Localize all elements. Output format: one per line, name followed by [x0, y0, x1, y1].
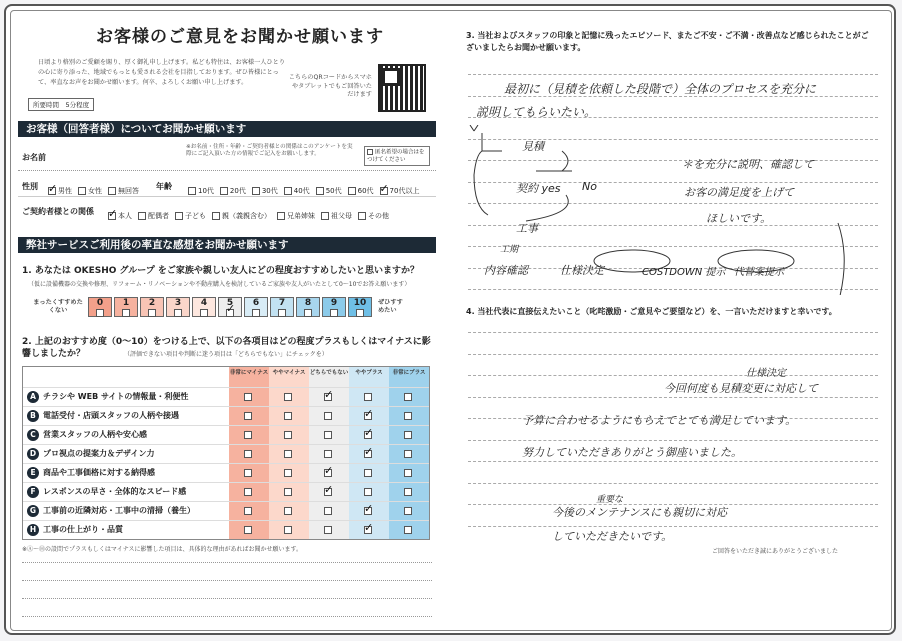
rating-checkbox[interactable] — [244, 450, 252, 458]
scale-option[interactable] — [244, 297, 268, 317]
scale-number: 2 — [148, 298, 156, 308]
rating-checkbox[interactable] — [244, 507, 252, 515]
item-badge: D — [27, 448, 39, 460]
age-option-label: 50代 — [325, 186, 342, 195]
age-checkbox[interactable] — [316, 187, 324, 195]
respondent-section-header: お客様（回答者様）についてお聞かせ願います — [18, 121, 436, 137]
age-checkbox[interactable] — [380, 187, 388, 195]
q3-title: 3. 当社およびスタッフの印象と記憶に残ったエピソード、またご不安・ご不満・改善点など感じられたことがございましたらお聞かせ願います。 — [466, 31, 869, 52]
rating-column-header: 非常にプラス — [389, 367, 429, 387]
item-label: 営業スタッフの人柄や安心感 — [43, 430, 147, 439]
rating-checkbox[interactable] — [324, 488, 332, 496]
age-option-label: 30代 — [261, 186, 278, 195]
rating-checkbox[interactable] — [404, 526, 412, 534]
star-mark — [470, 125, 478, 131]
age-option-label: 70代以上 — [389, 186, 420, 195]
gender-option-label: 男性 — [58, 186, 72, 195]
relation-checkbox[interactable] — [321, 212, 329, 220]
rating-checkbox[interactable] — [324, 450, 332, 458]
relation-checkbox[interactable] — [358, 212, 366, 220]
answer-line[interactable] — [468, 483, 878, 484]
rating-row — [23, 425, 429, 445]
intro-text: 日頃より格別のご愛顧を賜り、厚く御礼申し上げます。私ども特住は、お客様一人ひとりの心に寄り添った、地域でもっとも愛される会社を目指しております。ぜひ皆様にとって、率直なお声をお聞かせ願います。何卒、よろしくお願い申し上げます。 — [38, 59, 286, 86]
rating-row — [23, 501, 429, 521]
item-label: 商品や工事価格に対する納得感 — [43, 468, 155, 477]
scale-checkbox[interactable] — [174, 309, 182, 317]
age-label: 年齢 — [156, 182, 172, 191]
flow-costdown: COSTDOWN 提示 — [642, 267, 726, 278]
scale-checkbox[interactable] — [96, 309, 104, 317]
rating-row — [23, 463, 429, 483]
answer-line[interactable] — [468, 440, 878, 441]
relation-option-label: 子ども — [185, 211, 206, 220]
flow-construction: 工事 — [516, 222, 538, 235]
q3-hand-right3: ほしいです。 — [706, 212, 772, 225]
anonymous-checkbox-box[interactable] — [364, 146, 430, 166]
q4-hand-line2: 予算に合わせるようにもらえてとても満足しています。 — [522, 414, 797, 427]
service-section-header: 弊社サービスご利用後の率直な感想をお聞かせ願います — [18, 237, 436, 253]
scale-number: 6 — [252, 298, 260, 308]
item-badge: B — [27, 410, 39, 422]
scale-checkbox[interactable] — [252, 309, 260, 317]
name-line — [18, 170, 436, 172]
rating-checkbox[interactable] — [244, 393, 252, 401]
rating-checkbox[interactable] — [404, 488, 412, 496]
answer-line[interactable] — [468, 461, 878, 462]
age-option-label: 20代 — [229, 186, 246, 195]
items-note: ※Ⓐ〜Ⓗの設問でプラスもしくはマイナスに影響した項目は、具体的な理由があればお聞かせ願います。 — [22, 546, 303, 553]
rating-checkbox[interactable] — [404, 393, 412, 401]
rating-checkbox[interactable] — [364, 412, 372, 420]
rating-checkbox[interactable] — [284, 488, 292, 496]
item-badge: H — [27, 524, 39, 536]
flow-alternative: 代替案提示 — [734, 267, 784, 278]
thanks-text: ご回答をいただき誠にありがとうございました — [712, 548, 839, 555]
answer-line[interactable] — [22, 580, 432, 581]
scale-number: 1 — [122, 298, 130, 308]
recommend-scale — [88, 297, 374, 317]
scale-low-label: まったくすすめたくない — [33, 299, 83, 314]
rating-checkbox[interactable] — [364, 526, 372, 534]
relation-options — [108, 205, 395, 224]
relation-checkbox[interactable] — [212, 212, 220, 220]
rating-checkbox[interactable] — [364, 393, 372, 401]
scale-checkbox[interactable] — [304, 309, 312, 317]
rating-checkbox[interactable] — [284, 431, 292, 439]
q4-hand-line4: 今後のメンテナンスにも親切に対応 — [552, 506, 728, 519]
scale-checkbox[interactable] — [200, 309, 208, 317]
age-option-label: 10代 — [198, 186, 214, 195]
age-checkbox[interactable] — [348, 187, 356, 195]
scale-number: 3 — [174, 298, 182, 308]
relation-option-label: その他 — [368, 211, 389, 220]
item-badge: G — [27, 505, 39, 517]
rating-checkbox[interactable] — [284, 469, 292, 477]
rating-row — [23, 444, 429, 464]
relation-option-label: 祖父母 — [331, 211, 352, 220]
answer-line[interactable] — [22, 616, 432, 617]
relation-option-label: 親（義親含む） — [222, 211, 271, 220]
survey-title: お客様のご意見をお聞かせ願います — [96, 27, 384, 47]
divider — [18, 196, 436, 197]
q2-title: 2. 上記のおすすめ度（0〜10）をつける上で、以下の各項目はどの程度プラスもしくはマイナスに影響しましたか？ — [22, 337, 431, 359]
rating-checkbox[interactable] — [404, 412, 412, 420]
scale-checkbox[interactable] — [278, 309, 286, 317]
q2-subtitle: （評価できない項目や判断に迷う項目は「どちらでもない」にチェックを） — [124, 351, 328, 358]
rating-checkbox[interactable] — [324, 469, 332, 477]
age-checkbox[interactable] — [220, 187, 228, 195]
scale-high-label: ぜひすすめたい — [378, 299, 403, 314]
rating-row — [23, 387, 429, 407]
scale-number: 10 — [353, 298, 367, 308]
gender-checkbox[interactable] — [48, 187, 56, 195]
scale-option[interactable] — [88, 297, 112, 317]
age-checkbox[interactable] — [284, 187, 292, 195]
rating-checkbox[interactable] — [284, 412, 292, 420]
item-badge: C — [27, 429, 39, 441]
scale-checkbox[interactable] — [330, 309, 338, 317]
scale-number: 9 — [330, 298, 338, 308]
rating-table — [22, 366, 430, 540]
answer-line[interactable] — [468, 354, 878, 355]
answer-line[interactable] — [468, 397, 878, 398]
answer-line[interactable] — [468, 332, 878, 333]
relation-checkbox[interactable] — [108, 212, 116, 220]
q3-hand-right2: お客の満足度を上げて — [684, 186, 794, 199]
q1-title: 1. あなたは OKESHO グループ をご家族や親しい友人にどの程度おすすめしたいと思いますか？ — [22, 266, 420, 276]
rating-checkbox[interactable] — [244, 431, 252, 439]
gender-option-label: 女性 — [88, 186, 102, 195]
item-label: 電話受付・店頭スタッフの人柄や接遇 — [43, 411, 179, 420]
item-label: 工事前の近隣対応・工事中の清掃（養生） — [43, 506, 195, 515]
flow-no: No — [582, 180, 597, 193]
item-badge: F — [27, 486, 39, 498]
rating-checkbox[interactable] — [324, 393, 332, 401]
relation-option-label: 配偶者 — [148, 211, 169, 220]
age-checkbox[interactable] — [252, 187, 260, 195]
scale-number: 8 — [304, 298, 312, 308]
item-label: レスポンスの早さ・全体的なスピード感 — [43, 487, 187, 496]
q4-hand-line5: していただきたいです。 — [552, 530, 673, 543]
item-label: チラシや WEB サイトの情報量・利便性 — [43, 392, 189, 401]
rating-checkbox[interactable] — [324, 431, 332, 439]
qr-description: こちらのQRコードからスマホやタブレットでもご回答いただけます — [288, 74, 372, 98]
relation-label: ご契約者様との関係 — [22, 207, 94, 216]
rating-checkbox[interactable] — [244, 526, 252, 534]
rating-checkbox[interactable] — [284, 450, 292, 458]
scale-option[interactable] — [270, 297, 294, 317]
age-option-label: 60代 — [357, 186, 374, 195]
scale-number: 7 — [278, 298, 286, 308]
q4-hand-addition2: 重要な — [596, 495, 624, 505]
rating-checkbox[interactable] — [324, 412, 332, 420]
gender-option-label: 無回答 — [118, 186, 139, 195]
scale-option[interactable] — [192, 297, 216, 317]
rating-checkbox[interactable] — [324, 507, 332, 515]
time-estimate: 所要時間 5分程度 — [28, 98, 94, 111]
scale-number: 4 — [200, 298, 208, 308]
rating-checkbox[interactable] — [364, 507, 372, 515]
flow-spec-decision: 仕様決定 — [560, 264, 604, 277]
scale-checkbox[interactable] — [122, 309, 130, 317]
rating-column-header: どちらでもない — [309, 367, 349, 387]
flow-schedule: 工期 — [500, 245, 519, 255]
q4-hand-line3: 努力していただきありがとう御座いました。 — [522, 446, 742, 459]
rating-checkbox[interactable] — [324, 526, 332, 534]
rating-checkbox[interactable] — [244, 469, 252, 477]
relation-option-label: 本人 — [118, 211, 132, 220]
name-note: ※お名前・住所・年齢・ご契約者様との関係はこのアンケートを実際にご記入頂いた方の情報でご記入をお願いします。 — [186, 144, 353, 157]
scale-option[interactable] — [296, 297, 320, 317]
anonymous-label: 匿名希望の場合はをつけてください — [367, 149, 425, 163]
gender-checkbox[interactable] — [78, 187, 86, 195]
item-badge: A — [27, 391, 39, 403]
relation-checkbox[interactable] — [138, 212, 146, 220]
rating-row — [23, 482, 429, 502]
q4-title: 4. 当社代表に直接伝えたいこと（叱咤激励・ご意見やご要望など）を、一言いただけますと幸いです。 — [466, 307, 837, 316]
rating-checkbox[interactable] — [364, 450, 372, 458]
scale-option[interactable] — [166, 297, 190, 317]
age-checkbox[interactable] — [188, 187, 196, 195]
flow-quote: 見積 — [522, 140, 544, 153]
rating-column-header: 非常にマイナス — [229, 367, 269, 387]
answer-line[interactable] — [468, 375, 878, 376]
rating-checkbox[interactable] — [364, 488, 372, 496]
rating-checkbox[interactable] — [284, 393, 292, 401]
rating-column-header: ややプラス — [349, 367, 389, 387]
gender-checkbox[interactable] — [108, 187, 116, 195]
rating-checkbox[interactable] — [404, 469, 412, 477]
scale-option[interactable] — [322, 297, 346, 317]
flow-contract: 契約 yes — [516, 182, 561, 195]
answer-line[interactable] — [22, 598, 432, 599]
scale-checkbox[interactable] — [148, 309, 156, 317]
rating-checkbox[interactable] — [284, 507, 292, 515]
q3-hand-line1: 最初に（見積を依頼した段階で）全体のプロセスを充分に — [504, 82, 817, 96]
answer-line[interactable] — [22, 562, 432, 563]
scale-option[interactable] — [348, 297, 372, 317]
rating-checkbox[interactable] — [244, 488, 252, 496]
rating-checkbox[interactable] — [404, 431, 412, 439]
scale-option[interactable] — [218, 297, 242, 317]
rating-row — [23, 520, 429, 540]
scale-option[interactable] — [140, 297, 164, 317]
q4-hand-line1: 今回何度も見積変更に対応して — [664, 382, 818, 395]
rating-checkbox[interactable] — [364, 431, 372, 439]
rating-checkbox[interactable] — [364, 469, 372, 477]
rating-checkbox[interactable] — [404, 450, 412, 458]
q3-hand-right1: ＊を充分に説明、確認して — [682, 158, 814, 171]
relation-checkbox[interactable] — [175, 212, 183, 220]
q1-subtitle: （仮に設備機器の交換や修理、リフォーム・リノベーションや不動産購入を検討しているご家族や友人がいたとして0〜10でお答え願います） — [28, 281, 411, 288]
item-badge: E — [27, 467, 39, 479]
rating-checkbox[interactable] — [244, 412, 252, 420]
anonymous-checkbox[interactable] — [367, 149, 373, 155]
flow-arrow — [686, 223, 844, 295]
scale-number: 0 — [96, 298, 104, 308]
gender-label: 性別 — [22, 182, 38, 191]
rating-checkbox[interactable] — [284, 526, 292, 534]
scale-checkbox[interactable] — [226, 309, 234, 317]
relation-option-label: 兄弟姉妹 — [287, 211, 315, 220]
answer-line[interactable] — [468, 526, 878, 527]
rating-row — [23, 406, 429, 426]
item-label: 工事の仕上がり・品質 — [43, 525, 123, 534]
name-label: お名前 — [22, 153, 46, 162]
rating-checkbox[interactable] — [404, 507, 412, 515]
scale-option[interactable] — [114, 297, 138, 317]
rating-column-header: ややマイナス — [269, 367, 309, 387]
q3-hand-line2: 説明してもらいたい。 — [476, 105, 597, 119]
relation-checkbox[interactable] — [277, 212, 285, 220]
age-option-label: 40代 — [293, 186, 310, 195]
q4-hand-addition: 仕様決定 — [746, 368, 786, 379]
qr-code-icon[interactable] — [378, 64, 426, 112]
scale-checkbox[interactable] — [356, 309, 364, 317]
item-label: プロ視点の提案力＆デザイン力 — [43, 449, 155, 458]
answer-line[interactable] — [468, 74, 878, 75]
flow-arrow — [474, 133, 502, 215]
flow-content-check: 内容確認 — [484, 264, 528, 277]
